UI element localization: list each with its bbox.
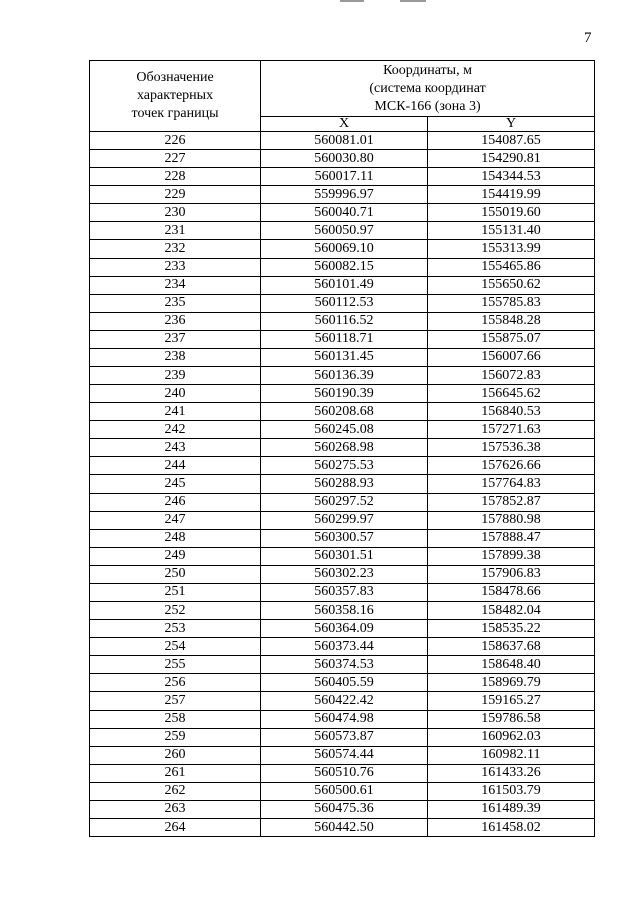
- y-coordinate-cell: 155785.83: [428, 294, 595, 312]
- table-row: [90, 276, 595, 294]
- x-coordinate-cell: 560297.52: [261, 493, 428, 511]
- y-coordinate-cell: 157852.87: [428, 493, 595, 511]
- x-coordinate-cell: 560081.01: [261, 132, 428, 150]
- table-row: [90, 638, 595, 656]
- header-coordinates: [261, 61, 595, 117]
- x-coordinate-cell: 560101.49: [261, 276, 428, 294]
- header-point-line: характерных: [136, 88, 214, 103]
- x-coordinate-cell: 560040.71: [261, 204, 428, 222]
- point-id-cell: 251: [90, 583, 261, 601]
- y-coordinate-cell: 157764.83: [428, 475, 595, 493]
- x-coordinate-cell: 560118.71: [261, 330, 428, 348]
- y-coordinate-cell: 157271.63: [428, 421, 595, 439]
- y-coordinate-cell: 157536.38: [428, 439, 595, 457]
- table-row: [90, 457, 595, 475]
- x-coordinate-cell: 560474.98: [261, 710, 428, 728]
- x-coordinate-cell: 560358.16: [261, 602, 428, 620]
- x-coordinate-cell: 560116.52: [261, 312, 428, 330]
- table-row: [90, 150, 595, 168]
- x-coordinate-cell: 560442.50: [261, 818, 428, 836]
- x-coordinate-cell: 560374.53: [261, 656, 428, 674]
- point-id-cell: 245: [90, 475, 261, 493]
- point-id-cell: 263: [90, 800, 261, 818]
- point-id-cell: 249: [90, 547, 261, 565]
- header-point-line: точек границы: [131, 106, 219, 121]
- header-coords-line: МСК-166 (зона 3): [374, 98, 481, 114]
- header-point-designation: [90, 61, 261, 132]
- point-id-cell: 250: [90, 565, 261, 583]
- y-coordinate-cell: 156072.83: [428, 367, 595, 385]
- point-id-cell: 261: [90, 764, 261, 782]
- x-coordinate-cell: 560208.68: [261, 403, 428, 421]
- point-id-cell: 231: [90, 222, 261, 240]
- y-coordinate-cell: 157906.83: [428, 565, 595, 583]
- point-id-cell: 242: [90, 421, 261, 439]
- point-id-cell: 260: [90, 746, 261, 764]
- point-id-cell: 243: [90, 439, 261, 457]
- y-coordinate-cell: 158535.22: [428, 620, 595, 638]
- coordinates-table: [89, 60, 595, 837]
- point-id-cell: 228: [90, 168, 261, 186]
- y-coordinate-cell: 161489.39: [428, 800, 595, 818]
- point-id-cell: 235: [90, 294, 261, 312]
- header-y: Y: [428, 117, 595, 132]
- table-row: [90, 348, 595, 366]
- point-id-cell: 239: [90, 367, 261, 385]
- table-row: [90, 222, 595, 240]
- point-id-cell: 248: [90, 529, 261, 547]
- table-row: [90, 204, 595, 222]
- y-coordinate-cell: 158482.04: [428, 602, 595, 620]
- x-coordinate-cell: 560082.15: [261, 258, 428, 276]
- y-coordinate-cell: 157899.38: [428, 547, 595, 565]
- x-coordinate-cell: 560574.44: [261, 746, 428, 764]
- y-coordinate-cell: 161458.02: [428, 818, 595, 836]
- page-number: 7: [584, 30, 592, 46]
- header-point-line: Обозначение: [136, 70, 214, 85]
- point-id-cell: 259: [90, 728, 261, 746]
- y-coordinate-cell: 161503.79: [428, 782, 595, 800]
- table-body: [90, 132, 595, 837]
- table-row: [90, 547, 595, 565]
- point-id-cell: 244: [90, 457, 261, 475]
- y-coordinate-cell: 154419.99: [428, 186, 595, 204]
- x-coordinate-cell: 560573.87: [261, 728, 428, 746]
- x-coordinate-cell: 560245.08: [261, 421, 428, 439]
- y-coordinate-cell: 154290.81: [428, 150, 595, 168]
- point-id-cell: 253: [90, 620, 261, 638]
- table-row: [90, 710, 595, 728]
- x-coordinate-cell: 560357.83: [261, 583, 428, 601]
- y-coordinate-cell: 159786.58: [428, 710, 595, 728]
- point-id-cell: 241: [90, 403, 261, 421]
- y-coordinate-cell: 155848.28: [428, 312, 595, 330]
- y-coordinate-cell: 160982.11: [428, 746, 595, 764]
- table-row: [90, 674, 595, 692]
- y-coordinate-cell: 155313.99: [428, 240, 595, 258]
- point-id-cell: 234: [90, 276, 261, 294]
- y-coordinate-cell: 156007.66: [428, 348, 595, 366]
- point-id-cell: 230: [90, 204, 261, 222]
- y-coordinate-cell: 154087.65: [428, 132, 595, 150]
- y-coordinate-cell: 155019.60: [428, 204, 595, 222]
- table-row: [90, 475, 595, 493]
- table-row: [90, 728, 595, 746]
- table-row: [90, 186, 595, 204]
- table-row: [90, 746, 595, 764]
- table-row: [90, 403, 595, 421]
- x-coordinate-cell: 560069.10: [261, 240, 428, 258]
- table-row: [90, 439, 595, 457]
- y-coordinate-cell: 159165.27: [428, 692, 595, 710]
- header-coords-line: Координаты, м: [383, 62, 472, 78]
- y-coordinate-cell: 157888.47: [428, 529, 595, 547]
- table-row: [90, 583, 595, 601]
- point-id-cell: 238: [90, 348, 261, 366]
- y-coordinate-cell: 161433.26: [428, 764, 595, 782]
- x-coordinate-cell: 560500.61: [261, 782, 428, 800]
- point-id-cell: 254: [90, 638, 261, 656]
- y-coordinate-cell: 157880.98: [428, 511, 595, 529]
- point-id-cell: 246: [90, 493, 261, 511]
- y-coordinate-cell: 155875.07: [428, 330, 595, 348]
- table-row: [90, 294, 595, 312]
- point-id-cell: 227: [90, 150, 261, 168]
- x-coordinate-cell: 560302.23: [261, 565, 428, 583]
- x-coordinate-cell: 560299.97: [261, 511, 428, 529]
- x-coordinate-cell: 560510.76: [261, 764, 428, 782]
- table-row: [90, 385, 595, 403]
- point-id-cell: 256: [90, 674, 261, 692]
- table-row: [90, 421, 595, 439]
- y-coordinate-cell: 157626.66: [428, 457, 595, 475]
- table-row: [90, 312, 595, 330]
- table-row: [90, 493, 595, 511]
- x-coordinate-cell: 560288.93: [261, 475, 428, 493]
- table-row: [90, 132, 595, 150]
- y-coordinate-cell: 158478.66: [428, 583, 595, 601]
- table-row: [90, 168, 595, 186]
- point-id-cell: 247: [90, 511, 261, 529]
- x-coordinate-cell: 560030.80: [261, 150, 428, 168]
- point-id-cell: 229: [90, 186, 261, 204]
- x-coordinate-cell: 560301.51: [261, 547, 428, 565]
- x-coordinate-cell: 560475.36: [261, 800, 428, 818]
- y-coordinate-cell: 158648.40: [428, 656, 595, 674]
- table-row: [90, 511, 595, 529]
- table-row: [90, 692, 595, 710]
- table-row: [90, 529, 595, 547]
- x-coordinate-cell: 560275.53: [261, 457, 428, 475]
- y-coordinate-cell: 156840.53: [428, 403, 595, 421]
- point-id-cell: 257: [90, 692, 261, 710]
- y-coordinate-cell: 154344.53: [428, 168, 595, 186]
- x-coordinate-cell: 560405.59: [261, 674, 428, 692]
- x-coordinate-cell: 559996.97: [261, 186, 428, 204]
- table-row: [90, 656, 595, 674]
- y-coordinate-cell: 155465.86: [428, 258, 595, 276]
- x-coordinate-cell: 560422.42: [261, 692, 428, 710]
- table-row: [90, 800, 595, 818]
- point-id-cell: 233: [90, 258, 261, 276]
- y-coordinate-cell: 158969.79: [428, 674, 595, 692]
- x-coordinate-cell: 560364.09: [261, 620, 428, 638]
- x-coordinate-cell: 560050.97: [261, 222, 428, 240]
- table-row: [90, 240, 595, 258]
- x-coordinate-cell: 560373.44: [261, 638, 428, 656]
- y-coordinate-cell: 158637.68: [428, 638, 595, 656]
- y-coordinate-cell: 155650.62: [428, 276, 595, 294]
- point-id-cell: 262: [90, 782, 261, 800]
- point-id-cell: 236: [90, 312, 261, 330]
- point-id-cell: 240: [90, 385, 261, 403]
- x-coordinate-cell: 560112.53: [261, 294, 428, 312]
- point-id-cell: 237: [90, 330, 261, 348]
- table-row: [90, 602, 595, 620]
- table-row: [90, 764, 595, 782]
- table-row: [90, 818, 595, 836]
- table-row: [90, 565, 595, 583]
- point-id-cell: 232: [90, 240, 261, 258]
- table-row: [90, 782, 595, 800]
- y-coordinate-cell: 160962.03: [428, 728, 595, 746]
- x-coordinate-cell: 560131.45: [261, 348, 428, 366]
- x-coordinate-cell: 560017.11: [261, 168, 428, 186]
- point-id-cell: 252: [90, 602, 261, 620]
- table-row: [90, 367, 595, 385]
- x-coordinate-cell: 560136.39: [261, 367, 428, 385]
- y-coordinate-cell: 156645.62: [428, 385, 595, 403]
- point-id-cell: 226: [90, 132, 261, 150]
- point-id-cell: 258: [90, 710, 261, 728]
- y-coordinate-cell: 155131.40: [428, 222, 595, 240]
- point-id-cell: 264: [90, 818, 261, 836]
- x-coordinate-cell: 560300.57: [261, 529, 428, 547]
- x-coordinate-cell: 560190.39: [261, 385, 428, 403]
- point-id-cell: 255: [90, 656, 261, 674]
- table-row: [90, 258, 595, 276]
- table-row: [90, 330, 595, 348]
- header-x: X: [261, 117, 428, 132]
- table-row: [90, 620, 595, 638]
- x-coordinate-cell: 560268.98: [261, 439, 428, 457]
- scan-artifact-marks: [340, 0, 430, 3]
- header-coords-line: (система координат: [369, 80, 486, 96]
